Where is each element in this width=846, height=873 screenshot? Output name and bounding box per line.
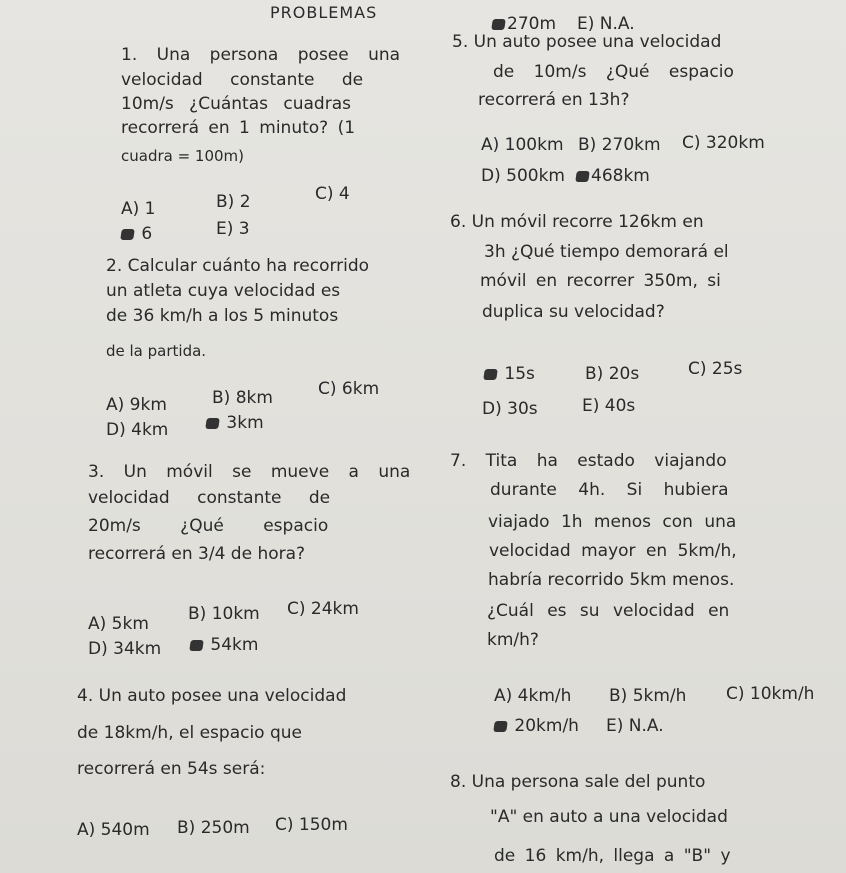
q2-option-e: 3km bbox=[206, 413, 264, 433]
q3-line-1: 3. Un móvil se mueve a una bbox=[88, 462, 411, 482]
q2-option-a: A) 9km bbox=[106, 395, 167, 415]
q6-option-c: C) 25s bbox=[688, 359, 743, 379]
answer-mark-icon bbox=[483, 369, 498, 380]
q1-option-b: B) 2 bbox=[216, 192, 251, 212]
q6-option-d: D) 30s bbox=[482, 399, 538, 419]
q1-line-5: cuadra = 100m) bbox=[121, 147, 245, 165]
q3-line-4: recorrerá en 3/4 de hora? bbox=[88, 544, 306, 564]
q5-line-3: recorrerá en 13h? bbox=[478, 90, 630, 110]
answer-mark-icon bbox=[493, 721, 508, 732]
answer-mark-icon bbox=[189, 640, 204, 651]
q1-option-c: C) 4 bbox=[315, 184, 350, 204]
q4-option-a: A) 540m bbox=[77, 820, 150, 840]
q2-line-1: 2. Calcular cuánto ha recorrido bbox=[106, 256, 370, 276]
q5-option-e: 468km bbox=[576, 166, 650, 186]
q3-line-3: 20m/s ¿Qué espacio bbox=[88, 516, 329, 536]
q3-option-c: C) 24km bbox=[287, 599, 359, 619]
q3-option-b: B) 10km bbox=[188, 604, 260, 624]
q2-line-2: un atleta cuya velocidad es bbox=[106, 281, 341, 301]
q7-line-5: habría recorrido 5km menos. bbox=[488, 570, 735, 590]
q6-line-3: móvil en recorrer 350m, si bbox=[480, 271, 721, 291]
q7-line-4: velocidad mayor en 5km/h, bbox=[489, 541, 737, 561]
q7-option-b: B) 5km/h bbox=[609, 686, 687, 706]
q2-option-b: B) 8km bbox=[212, 388, 273, 408]
q6-line-1: 6. Un móvil recorre 126km en bbox=[450, 212, 704, 232]
q2-option-c: C) 6km bbox=[318, 379, 380, 399]
q1-option-d: 6 bbox=[121, 224, 152, 244]
q2-line-3: de 36 km/h a los 5 minutos bbox=[106, 306, 339, 326]
q4-line-3: recorrerá en 54s será: bbox=[77, 759, 266, 779]
q3-line-2: velocidad constante de bbox=[88, 488, 331, 508]
q1-option-e: E) 3 bbox=[216, 219, 250, 239]
q7-line-6: ¿Cuál es su velocidad en bbox=[487, 601, 730, 621]
q5-line-1: 5. Un auto posee una velocidad bbox=[452, 32, 722, 52]
q8-line-2: "A" en auto a una velocidad bbox=[490, 807, 728, 827]
q4-option-c: C) 150m bbox=[275, 815, 348, 835]
q1-line-4: recorrerá en 1 minuto? (1 bbox=[121, 118, 356, 138]
q1-line-1: 1. Una persona posee una bbox=[121, 45, 401, 65]
q6-option-a: 15s bbox=[484, 364, 535, 384]
carryover-option-e: E) N.A. bbox=[577, 14, 635, 34]
q7-option-c: C) 10km/h bbox=[726, 684, 815, 704]
q7-line-1: 7. Tita ha estado viajando bbox=[450, 451, 727, 471]
q1-line-2: velocidad constante de bbox=[121, 70, 364, 90]
q2-option-d: D) 4km bbox=[106, 420, 169, 440]
q1-option-a: A) 1 bbox=[121, 199, 156, 219]
q4-line-2: de 18km/h, el espacio que bbox=[77, 723, 303, 743]
q7-option-e: E) N.A. bbox=[606, 716, 664, 736]
q7-option-d: 20km/h bbox=[494, 716, 579, 736]
q8-line-1: 8. Una persona sale del punto bbox=[450, 772, 706, 792]
q3-option-d: D) 34km bbox=[88, 639, 162, 659]
q5-option-b: B) 270km bbox=[578, 135, 661, 155]
q7-line-7: km/h? bbox=[487, 630, 539, 650]
answer-mark-icon bbox=[575, 171, 590, 182]
q5-option-d: D) 500km bbox=[481, 166, 565, 186]
answer-mark-icon bbox=[491, 19, 506, 30]
q5-option-a: A) 100km bbox=[481, 135, 564, 155]
q3-option-e: 54km bbox=[190, 635, 258, 655]
q6-option-b: B) 20s bbox=[585, 364, 640, 384]
answer-mark-icon bbox=[205, 418, 220, 429]
answer-mark-icon bbox=[120, 229, 135, 240]
q7-line-2: durante 4h. Si hubiera bbox=[490, 480, 729, 500]
q7-option-a: A) 4km/h bbox=[494, 686, 572, 706]
q5-option-c: C) 320km bbox=[682, 133, 765, 153]
q4-option-b: B) 250m bbox=[177, 818, 250, 838]
q1-line-3: 10m/s ¿Cuántas cuadras bbox=[121, 94, 351, 114]
q6-option-e: E) 40s bbox=[582, 396, 636, 416]
q4-line-1: 4. Un auto posee una velocidad bbox=[77, 686, 347, 706]
q2-line-4: de la partida. bbox=[106, 342, 207, 360]
q3-option-a: A) 5km bbox=[88, 614, 149, 634]
q7-line-3: viajado 1h menos con una bbox=[488, 512, 737, 532]
q8-line-3: de 16 km/h, llega a "B" y bbox=[494, 846, 731, 866]
q5-line-2: de 10m/s ¿Qué espacio bbox=[493, 62, 734, 82]
q6-line-2: 3h ¿Qué tiempo demorará el bbox=[484, 242, 729, 262]
q6-line-4: duplica su velocidad? bbox=[482, 302, 665, 322]
page-header: PROBLEMAS bbox=[270, 3, 378, 22]
carryover-option-d: 270m bbox=[492, 14, 556, 34]
